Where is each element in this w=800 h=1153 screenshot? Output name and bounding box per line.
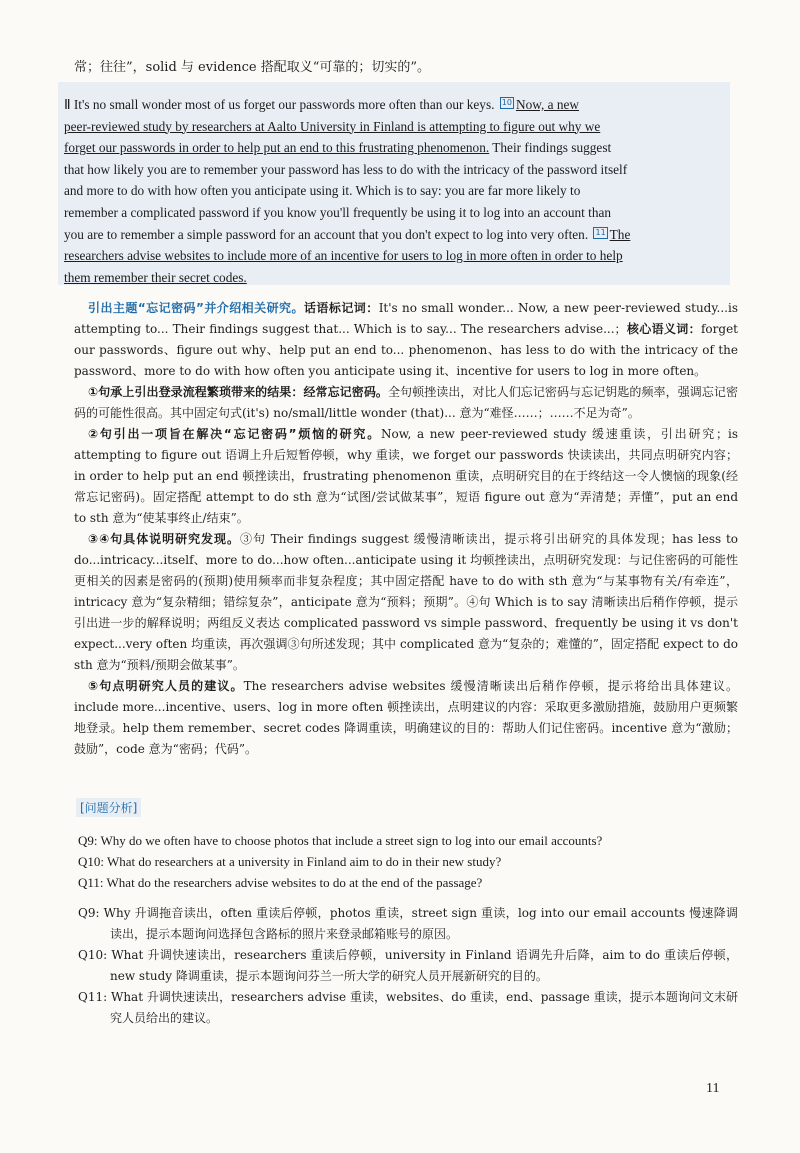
passage-line-5: and more to do with how often you anticipate using it. Which is to say: you are far more likely to <box>64 183 581 199</box>
passage-analysis <box>74 298 738 760</box>
question-analysis-heading: [问题分析] <box>76 798 141 817</box>
analysis-paragraph-5: ⑤句点明研究人员的建议。The researchers advise websites 缓慢清晰读出后稍作停顿，提示将给出具体建议。include more...incentive、users、log in more often 顿挫读出，点明建议的内容：采取更多激励措施，鼓励用户更频繁地登录。help them remember、secret codes 降调重读，明确建议的目的：帮助人们记住密码。incentive 意为“激励；鼓励”，code 意为“密码；代码”。 <box>74 679 738 756</box>
page-number: 11 <box>706 1081 720 1096</box>
answer-q10: Q10: What 升调快速读出，researchers 重读后停顿，university in Finland 语调先升后降，aim to do 重读后停顿，new study 降调重读，提示本题询问芬兰一所大学的研究人员开展新研究的目的。 <box>78 948 738 983</box>
continued-note: 常；往往”，solid 与 evidence 搭配取义“可靠的；切实的”。 <box>74 60 431 75</box>
analysis-paragraph-1: 引出主题“忘记密码”并介绍相关研究。话语标记词：It's no small wonder... Now, a new peer-reviewed study...is attempting to... Their findings suggest that... Which is to say... The researchers advise...；核心语义词：forget our passwords、figure out why、help put an end to... phenomenon、has less to do with the intricacy of the password、more to do with how often you anticipate using it、incentive for users to log in more often。 <box>74 301 738 378</box>
passage-line-9: them remember their secret codes. <box>64 269 247 285</box>
reading-passage <box>64 94 724 288</box>
passage-line-3: forget our passwords in order to help put an end to this frustrating phenomenon. Their findings suggest <box>64 140 612 156</box>
question-q9: Q9: Why do we often have to choose photos that include a street sign to log into our email accounts? <box>78 833 603 848</box>
analysis-paragraph-3: ②句引出一项旨在解决“忘记密码”烦恼的研究。Now, a new peer-reviewed study 缓速重读，引出研究；is attempting to figure out 语调上升后短暂停顿，why 重读，we forget our passwords 快读读出，共同点明研究内容；in order to help put an end 顿挫读出，frustrating phenomenon 重读，点明研究目的在于终结这一令人懊恼的现象(经常忘记密码)。固定搭配 attempt to do sth 意为“试图/尝试做某事”，短语 figure out 意为“弄清楚；弄懂”，put an end to sth 意为“使某事终止/结束”。 <box>74 427 738 525</box>
analysis-paragraph-4: ③④句具体说明研究发现。③句 Their findings suggest 缓慢清晰读出，提示将引出研究的具体发现；has less to do...intricacy...itself、more to do...how often...anticipate using it 均顿挫读出，点明研究发现：与记住密码的可能性更相关的因素是密码的(预期)使用频率而非复杂程度；其中固定搭配 have to do with sth 意为“与某事物有关/有牵连”，intricacy 意为“复杂精细；错综复杂”，anticipate 意为“预料；预期”。④句 Which is to say 清晰读出后稍作停顿，提示引出进一步的解释说明；两组反义表达 complicated password vs simple password、frequently be using it vs don't expect...very often 均重读，再次强调③句所述发现；其中 complicated 意为“复杂的；难懂的”，固定搭配 expect to do sth 意为“预料/预期会做某事”。 <box>74 532 738 672</box>
question-q11: Q11: What do the researchers advise websites to do at the end of the passage? <box>78 875 483 890</box>
question-q10: Q10: What do researchers at a university in Finland aim to do in their new study? <box>78 854 502 869</box>
sentence-marker-10: 10 <box>501 98 512 107</box>
analysis-paragraph-2: ①句承上引出登录流程繁琐带来的结果：经常忘记密码。全句顿挫读出，对比人们忘记密码与忘记钥匙的频率，强调忘记密码的可能性很高。其中固定句式(it's) no/small/little wonder (that)... 意为“难怪……；……不足为奇”。 <box>74 385 738 420</box>
question-list <box>78 830 738 893</box>
sentence-marker-11: 11 <box>595 227 606 237</box>
answer-q9: Q9: Why 升调拖音读出，often 重读后停顿，photos 重读，street sign 重读，log into our email accounts 慢速降调读出，提示本题询问选择包含路标的照片来登录邮箱账号的原因。 <box>78 906 738 941</box>
passage-line-6: remember a complicated password if you know you'll frequently be using it to log into an account than <box>64 204 612 220</box>
section-numeral: Ⅱ <box>64 97 71 112</box>
passage-line-8: researchers advise websites to include more of an incentive for users to log in more often in order to help <box>64 248 623 264</box>
passage-line-4: that how likely you are to remember your password has less to do with the intricacy of the password itself <box>64 161 628 177</box>
answer-q11: Q11: What 升调快速读出，researchers advise 重读，websites、do 重读，end、passage 重读，提示本题询问文末研究人员给出的建议。 <box>78 990 738 1025</box>
answer-analysis-list <box>78 903 738 1029</box>
passage-line-2: peer-reviewed study by researchers at Aalto University in Finland is attempting to figure out why we <box>64 118 601 134</box>
passage-line-7: you are to remember a simple password for an account that you don't expect to log into very often. 11 The <box>64 226 631 242</box>
passage-line-1: Ⅱ It's no small wonder most of us forget our passwords more often than our keys. 10 Now, a new <box>64 97 579 112</box>
